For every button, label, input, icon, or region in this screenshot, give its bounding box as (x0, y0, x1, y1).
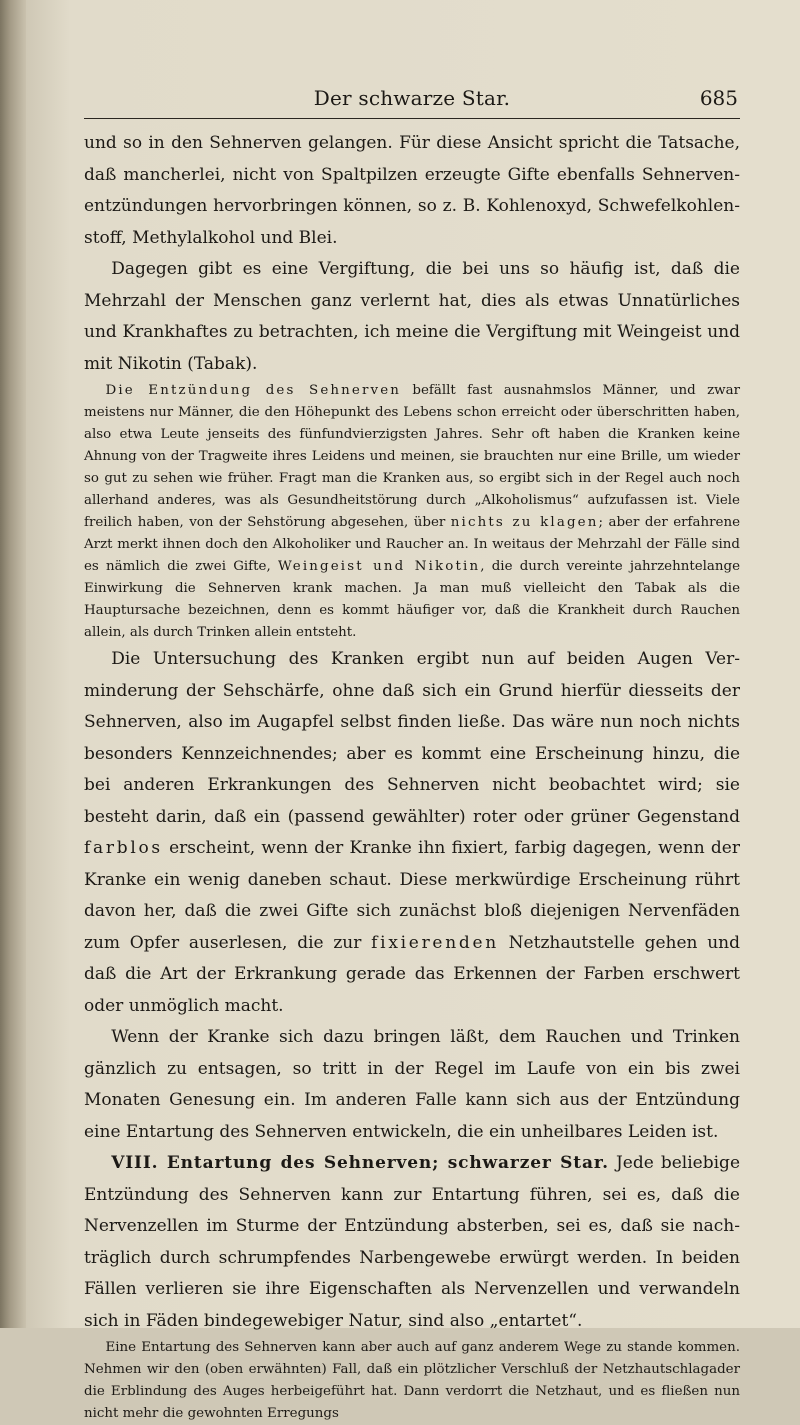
page-header (84, 86, 740, 116)
section-heading: VIII. Entartung des Sehnerven; schwarzer Star. (111, 1153, 609, 1173)
paragraph-1: und so in den Sehnerven gelangen. Für diese Ansicht spricht die Tatsache, daß mancherlei, nicht von Spaltpilzen erzeugte Gifte ebenfalls Sehnervenentzündungen hervorbringen können, so z. B. Kohlenoxyd, Schwefelkohlenstoff, Methylalkohol und Blei. (84, 133, 740, 248)
paragraph-3-text-c: , die durch vereinte jahrzehntelange Einwirkung die Sehnerven krank machen. Ja man muß vielleicht den Tabak als die Hauptursache bezeichnen, denn es kommt häufiger vor, daß die Krankheit durch Rauchen allein, als durch Trinken allein entsteht. (84, 559, 741, 640)
spaced-term: fixierenden (371, 932, 499, 953)
spaced-term: Die Entzündung des Sehnerven (105, 383, 402, 398)
paragraph-4-text-a: Die Untersuchung des Kranken ergibt nun auf beiden Augen Verminderung der Sehschärfe, ohne daß sich ein Grund hierfür diesseits der Sehnerven, also im Augapfel selbst finden ließe. Das wäre nun noch nichts besonders Kennzeichnendes; aber es kommt eine Erscheinung hinzu, die bei anderen Erkrankungen des Sehnerven nicht beobachtet wird; sie besteht darin, daß ein (passend gewählter) roter oder grüner Gegenstand (84, 649, 740, 827)
paragraph-2: Dagegen gibt es eine Vergiftung, die bei uns so häufig ist, daß die Mehrzahl der Menschen ganz verlernt hat, dies als etwas Unnatürliches und Krankhaftes zu betrachten, ich meine die Vergiftung mit Weingeist und mit Nikotin (Tabak). (84, 259, 740, 374)
paragraph-3-text-a: befällt fast ausnahmslos Männer, und zwar meistens nur Männer, die den Höhepunkt des Lebens schon erreicht oder überschritten haben, also etwa Leute jenseits des fünfundvierzigsten Jahres. Sehr oft haben die Kranken keine Ahnung von der Tragweite ihres Leidens und meinen, sie brauchten nur eine Brille, um wieder so gut zu sehen wie früher. Fragt man die Kranken aus, so ergibt sich in der Regel auch noch allerhand anderes, was als Gesundheitstörung durch „Alkoholismus“ aufzufassen ist. Viele freilich haben, von der Sehstörung abgesehen, über (84, 383, 740, 530)
paragraph-3 (84, 380, 740, 644)
running-title: Der schwarze Star. (313, 86, 511, 110)
page-body (84, 128, 741, 1421)
paragraph-6-text: Jede beliebige Entzündung des Sehnerven kann zur Entartung führen, sei es, daß die Nervenzellen im Sturme der Entzündung absterben, sei es, daß sie nachträglich durch schrumpfendes Narbengewebe erwürgt werden. In beiden Fällen verlieren sie ihre Eigenschaften als Nervenzellen und verwandeln sich in Fäden bindegewebiger Natur, sind also „entartet“. (84, 1153, 741, 1331)
paragraph-7: Eine Entartung des Sehnerven kann aber auch auf ganz anderem Wege zu stande kommen. Nehmen wir den (oben erwähnten) Fall, daß ein plötzlicher Verschluß der Netzhautschlagader die Erblindung des Auges herbeigeführt hat. Dann verdorrt die Netzhaut, und es fließen nun nicht mehr die gewohnten Erregungs (84, 1340, 740, 1421)
paragraph-4-text-c: Netzhautstelle gehen und daß die Art der Erkrankung gerade das Erkennen der Farben erschwert oder unmöglich macht. (84, 932, 741, 1016)
spaced-term: Weingeist und Nikotin (277, 559, 481, 574)
page-number: 685 (699, 86, 738, 110)
paragraph-6 (84, 1148, 740, 1337)
book-spine-shadow (0, 0, 26, 1328)
header-rule (84, 118, 740, 119)
spaced-term: farblos (84, 838, 163, 858)
paragraph-4 (84, 644, 740, 1022)
paragraph-3-text-b: ; aber der erfahrene Arzt merkt ihnen doch den Alkoholiker und Raucher an. In weitaus der Mehrzahl der Fälle sind es nämlich die zwei Gifte, (84, 515, 740, 574)
paragraph-5: Wenn der Kranke sich dazu bringen läßt, dem Rauchen und Trinken gänzlich zu entsagen, so tritt in der Regel im Laufe von ein bis zwei Monaten Genesung ein. Im anderen Falle kann sich aus der Entzündung eine Entartung des Sehnerven entwickeln, die ein unheilbares Leiden ist. (84, 1027, 740, 1142)
spaced-term: nichts zu klagen (450, 515, 599, 530)
paragraph-4-text-b: erscheint, wenn der Kranke ihn fixiert, farbig dagegen, wenn der Kranke ein wenig daneben schaut. Diese merkwürdige Erscheinung rührt davon her, daß die zwei Gifte sich zunächst bloß diejenigen Nervenfäden zum Opfer auserlesen, die zur (84, 838, 740, 953)
